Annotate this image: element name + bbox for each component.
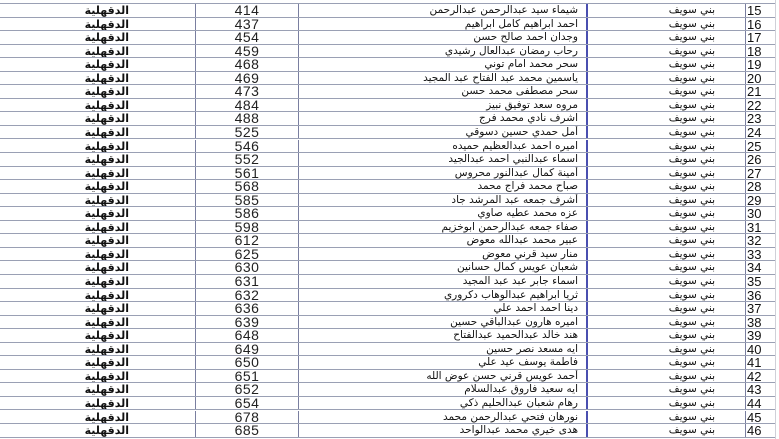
score-cell: 649 [196,343,299,356]
name-cell: ثريا ابراهيم عبدالوهاب دكروري [299,289,588,302]
governorate-cell: الدقهلية [0,221,196,234]
name-cell: اسماء جابر عبد عبد المجيد [299,275,588,288]
department-cell: بني سويف [588,343,746,356]
serial-number-cell: 17 [747,31,762,44]
table-row [0,18,779,32]
department-cell: بني سويف [588,112,746,125]
name-cell: نورهان فتحي عبدالرحمن محمد [299,411,588,424]
table-row [0,85,779,99]
serial-number-cell: 39 [747,329,762,342]
serial-number-cell: 33 [747,247,762,261]
department-cell: بني سويف [588,234,746,247]
table-row [0,370,779,384]
department-cell: بني سويف [588,140,746,153]
serial-number-cell: 41 [747,356,762,369]
governorate-cell: الدقهلية [0,424,196,437]
score-cell: 561 [196,167,299,180]
department-cell: بني سويف [588,316,746,329]
governorate-cell: الدقهلية [0,194,196,207]
governorate-cell: الدقهلية [0,58,196,71]
score-cell: 484 [196,99,299,112]
name-cell: شيماء سيد عبدالرحمن عبدالرحمن [299,4,588,17]
name-cell: صفاء جمعه عبدالرحمن ابوخزيم [299,221,588,234]
score-cell: 552 [196,153,299,166]
department-cell: بني سويف [588,18,746,31]
score-cell: 652 [196,383,299,396]
name-cell: سحر محمد امام توني [299,58,588,71]
governorate-cell: الدقهلية [0,302,196,315]
table-row [0,275,779,289]
score-cell: 648 [196,329,299,342]
governorate-cell: الدقهلية [0,140,196,153]
serial-number-cell: 42 [747,369,762,383]
department-cell: بني سويف [588,167,746,180]
department-cell: بني سويف [588,4,746,17]
department-cell: بني سويف [588,85,746,98]
department-cell: بني سويف [588,397,746,410]
governorate-cell: الدقهلية [0,370,196,383]
governorate-cell: الدقهلية [0,85,196,98]
table-row [0,45,779,59]
score-cell: 650 [196,356,299,369]
serial-number-cell: 28 [747,180,762,193]
department-cell: بني سويف [588,58,746,71]
score-cell: 612 [196,234,299,247]
governorate-cell: الدقهلية [0,234,196,247]
score-cell: 437 [196,18,299,31]
department-cell: بني سويف [588,126,746,139]
score-cell: 473 [196,85,299,98]
table-row [0,356,779,370]
table-row [0,302,779,316]
serial-number-cell: 38 [747,315,762,329]
serial-number-cell: 44 [747,396,762,410]
name-cell: سحر مصطفى محمد حسن [299,85,588,98]
governorate-cell: الدقهلية [0,261,196,274]
department-cell: بني سويف [588,207,746,220]
governorate-cell: الدقهلية [0,248,196,261]
score-cell: 632 [196,289,299,302]
department-cell: بني سويف [588,221,746,234]
table-row [0,411,779,425]
department-cell: بني سويف [588,370,746,383]
name-cell: فاطمة يوسف عيد علي [299,356,588,369]
governorate-cell: الدقهلية [0,99,196,112]
serial-number-cell: 21 [747,85,762,98]
serial-number-cell: 30 [747,207,762,220]
governorate-cell: الدقهلية [0,316,196,329]
table-row [0,343,779,357]
score-cell: 639 [196,316,299,329]
department-cell: بني سويف [588,424,746,437]
governorate-cell: الدقهلية [0,153,196,166]
serial-number-cell: 25 [747,139,762,153]
table-row [0,329,779,343]
score-cell: 651 [196,370,299,383]
name-cell: اشرف نادي محمد فرج [299,112,588,125]
table-row [0,31,779,45]
name-cell: منار سيد قرني معوض [299,248,588,261]
governorate-cell: الدقهلية [0,112,196,125]
serial-number-cell: 22 [747,98,762,112]
serial-number-cell: 16 [747,17,762,31]
table-row [0,194,779,208]
department-cell: بني سويف [588,45,746,58]
governorate-cell: الدقهلية [0,329,196,342]
department-cell: بني سويف [588,356,746,369]
score-cell: 678 [196,411,299,424]
score-cell: 586 [196,207,299,220]
department-cell: بني سويف [588,302,746,315]
score-cell: 468 [196,58,299,71]
governorate-cell: الدقهلية [0,18,196,31]
name-cell: عبير محمد عبدالله معوض [299,234,588,247]
table-row [0,424,779,438]
serial-number-cell: 31 [747,220,762,234]
serial-number-cell: 19 [747,58,762,71]
score-cell: 630 [196,261,299,274]
serial-number-cell: 40 [747,342,762,356]
table-row [0,221,779,235]
governorate-cell: الدقهلية [0,45,196,58]
name-cell: اميره هارون عبدالباقي حسين [299,316,588,329]
name-cell: ياسمين محمد عبد الفتاح عبد المجيد [299,72,588,85]
department-cell: بني سويف [588,31,746,44]
score-cell: 685 [196,424,299,437]
table-row [0,4,779,18]
name-cell: أحمد عويس قرني حسن عوض الله [299,370,588,383]
governorate-cell: الدقهلية [0,207,196,220]
serial-number-cell: 43 [747,383,762,396]
department-cell: بني سويف [588,289,746,302]
name-cell: صباح محمد فراج محمد [299,180,588,193]
governorate-cell: الدقهلية [0,180,196,193]
department-cell: بني سويف [588,194,746,207]
table-row [0,248,779,262]
name-cell: دينا احمد احمد علي [299,302,588,315]
table-right-edge [775,0,779,439]
governorate-cell: الدقهلية [0,4,196,17]
score-cell: 654 [196,397,299,410]
name-cell: اميره احمد عبدالعظيم حميده [299,140,588,153]
table-row [0,112,779,126]
governorate-cell: الدقهلية [0,356,196,369]
table-row [0,72,779,86]
department-cell: بني سويف [588,248,746,261]
score-cell: 488 [196,112,299,125]
governorate-cell: الدقهلية [0,289,196,302]
score-cell: 459 [196,45,299,58]
governorate-cell: الدقهلية [0,411,196,424]
name-cell: ايه مسعد نصر حسين [299,343,588,356]
table-row [0,234,779,248]
score-cell: 585 [196,194,299,207]
serial-number-cell: 32 [747,234,762,247]
table-row [0,383,779,397]
name-cell: هدى خيري محمد عبدالواحد [299,424,588,437]
department-cell: بني سويف [588,180,746,193]
table-row [0,180,779,194]
department-cell: بني سويف [588,153,746,166]
governorate-cell: الدقهلية [0,343,196,356]
department-cell: بني سويف [588,383,746,396]
governorate-cell: الدقهلية [0,397,196,410]
score-cell: 568 [196,180,299,193]
department-cell: بني سويف [588,72,746,85]
table-row [0,167,779,181]
table-row [0,140,779,154]
name-cell: أشرف جمعه عبد المرشد جاد [299,194,588,207]
name-cell: هند خالد عبدالحميد عبدالفتاح [299,329,588,342]
name-cell: عزه محمد عطيه صاوي [299,207,588,220]
score-cell: 414 [196,4,299,17]
name-cell: شعبان عويس كمال حسانين [299,261,588,274]
table-row [0,99,779,113]
table-row [0,289,779,303]
serial-number-cell: 20 [747,71,762,85]
score-cell: 636 [196,302,299,315]
score-cell: 525 [196,126,299,139]
score-cell: 625 [196,248,299,261]
table-row [0,316,779,330]
serial-number-cell: 37 [747,302,762,315]
table-row [0,207,779,221]
score-cell: 598 [196,221,299,234]
department-cell: بني سويف [588,329,746,342]
name-cell: وجدان احمد صالح حسن [299,31,588,44]
serial-number-cell: 23 [747,112,762,125]
department-cell: بني سويف [588,99,746,112]
score-cell: 454 [196,31,299,44]
governorate-cell: الدقهلية [0,167,196,180]
serial-number-cell: 36 [747,288,762,302]
name-cell: رهام شعبان عبدالحليم ذكي [299,397,588,410]
name-cell: رحاب رمضان عبدالعال رشيدي [299,45,588,58]
serial-number-cell: 27 [747,166,762,180]
name-cell: أمل حمدي حسين دسوقي [299,126,588,139]
name-cell: اسماء عبدالنبي احمد عبدالجيد [299,153,588,166]
governorate-cell: الدقهلية [0,72,196,85]
score-cell: 546 [196,140,299,153]
department-cell: بني سويف [588,275,746,288]
score-cell: 469 [196,72,299,85]
governorate-cell: الدقهلية [0,275,196,288]
serial-number-cell: 34 [747,261,762,274]
name-cell: مروه سعد توفيق نبيز [299,99,588,112]
table-row [0,261,779,275]
serial-number-cell: 45 [747,410,762,424]
department-cell: بني سويف [588,261,746,274]
governorate-cell: الدقهلية [0,31,196,44]
serial-number-cell: 18 [747,44,762,58]
table-row [0,58,779,72]
table-row [0,397,779,411]
name-cell: ايه سعيد فاروق عبدالسلام [299,383,588,396]
serial-number-cell: 24 [747,125,762,139]
department-cell: بني سويف [588,411,746,424]
serial-number-cell: 29 [747,193,762,207]
table-row [0,153,779,167]
serial-number-cell: 15 [747,4,762,17]
serial-number-cell: 26 [747,153,762,166]
serial-number-cell: 35 [747,275,762,288]
serial-number-cell: 46 [747,424,762,437]
name-cell: احمد ابراهيم كامل ابراهيم [299,18,588,31]
name-cell: أمينة كمال عبدالنور محروس [299,167,588,180]
score-cell: 631 [196,275,299,288]
governorate-cell: الدقهلية [0,383,196,396]
governorate-cell: الدقهلية [0,126,196,139]
table-row [0,126,779,140]
